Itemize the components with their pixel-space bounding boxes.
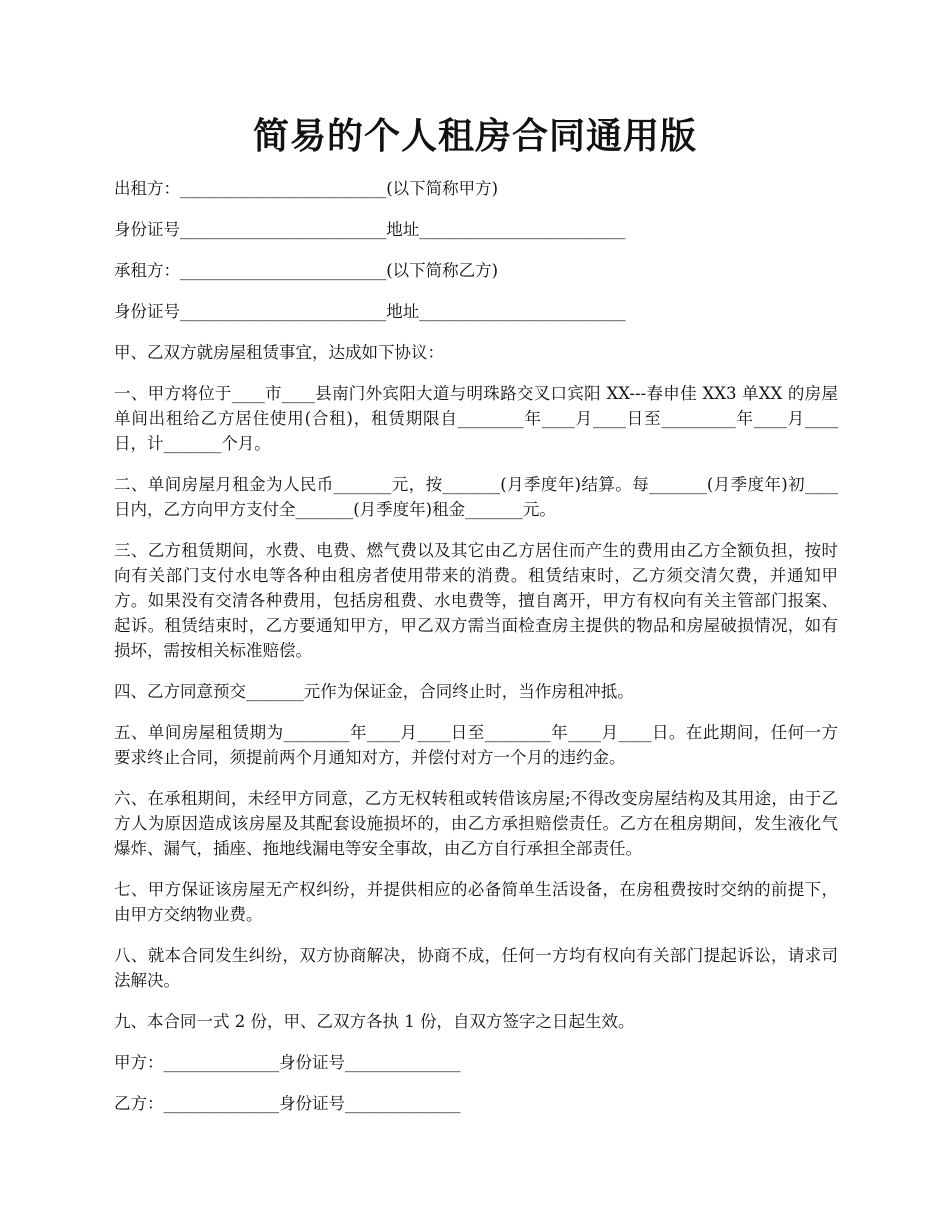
agreement-intro: 甲、乙双方就房屋租赁事宜，达成如下协议： bbox=[114, 343, 444, 362]
signature-party-b: 乙方：______________身份证号______________ bbox=[114, 1094, 461, 1113]
lessee-id-line: 身份证号_________________________地址_________________________ bbox=[114, 302, 626, 321]
document-body bbox=[114, 176, 838, 1132]
clause-9: 九、本合同一式 2 份，甲、乙双方各执 1 份，自双方签字之日起生效。 bbox=[114, 1012, 635, 1031]
clause-2: 二、单间房屋月租金为人民币_______元，按_______(月季度年)结算。每_______(月季度年)初____日内，乙方向甲方支付全_______(月季度年)租金_______元。 bbox=[114, 475, 838, 519]
clause-7: 七、甲方保证该房屋无产权纠纷，并提供相应的必备简单生活设备，在房租费按时交纳的前提下，由甲方交纳物业费。 bbox=[114, 880, 838, 924]
clause-3: 三、乙方租赁期间，水费、电费、燃气费以及其它由乙方居住而产生的费用由乙方全额负担，按时向有关部门支付水电等各种由租房者使用带来的消费。租赁结束时，乙方须交清欠费，并通知甲方。如果没有交清各种费用，包括房租费、水电费等，擅自离开，甲方有权向有关主管部门报案、起诉。租赁结束时，乙方要通知甲方，甲乙双方需当面检查房主提供的物品和房屋破损情况，如有损坏，需按相关标准赔偿。 bbox=[114, 541, 838, 660]
clause-4: 四、乙方同意预交_______元作为保证金，合同终止时，当作房租冲抵。 bbox=[114, 682, 634, 701]
lessor-id-line: 身份证号_________________________地址_________________________ bbox=[114, 220, 626, 239]
lessor-line: 出租方：_________________________(以下简称甲方) bbox=[114, 179, 499, 198]
lessee-line: 承租方：_________________________(以下简称乙方) bbox=[114, 261, 499, 280]
clause-1: 一、甲方将位于____市____县南门外宾阳大道与明珠路交叉口宾阳 XX---春申佳 XX3 单XX 的房屋单间出租给乙方居住使用(合租)，租赁期限自________年____月____日至_________年____月____日，计_______个月。 bbox=[114, 384, 838, 453]
document-title: 简易的个人租房合同通用版 bbox=[252, 115, 697, 157]
clause-5: 五、单间房屋租赁期为________年____月____日至________年____月____日。在此期间，任何一方要求终止合同，须提前两个月通知对方，并偿付对方一个月的违约金。 bbox=[114, 723, 838, 767]
clause-6: 六、在承租期间，未经甲方同意，乙方无权转租或转借该房屋;不得改变房屋结构及其用途，由于乙方人为原因造成该房屋及其配套设施损坏的，由乙方承担赔偿责任。乙方在租房期间，发生液化气爆炸、漏气，插座、拖地线漏电等安全事故，由乙方自行承担全部责任。 bbox=[114, 789, 838, 858]
clause-8: 八、就本合同发生纠纷，双方协商解决，协商不成，任何一方均有权向有关部门提起诉讼，请求司法解决。 bbox=[114, 946, 838, 990]
signature-party-a: 甲方：______________身份证号______________ bbox=[114, 1053, 461, 1072]
